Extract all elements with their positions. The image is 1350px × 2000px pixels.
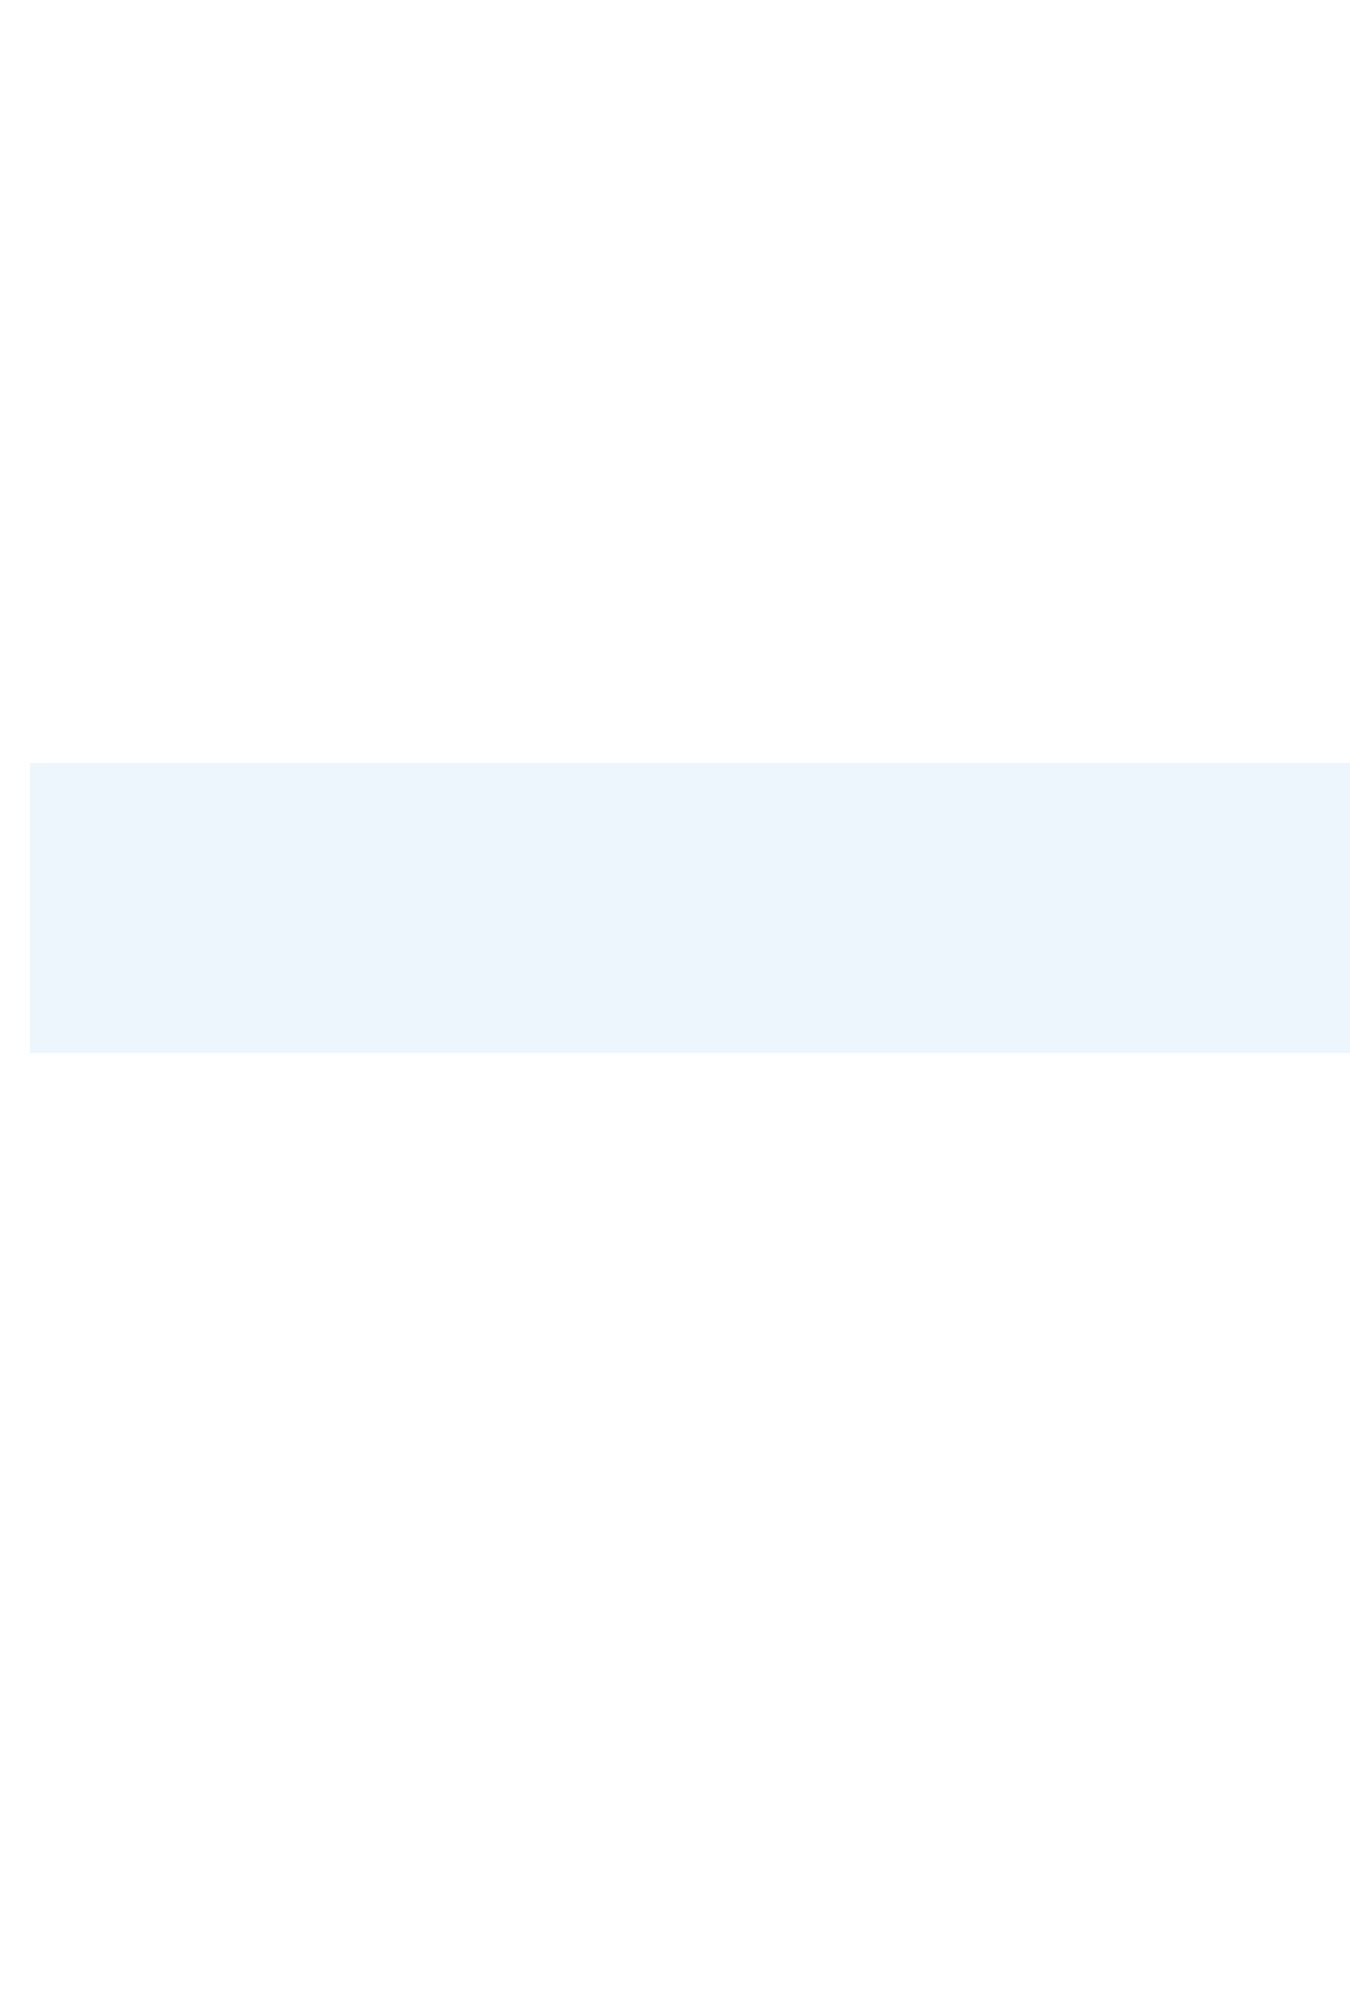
quoted-posts-box [30, 763, 1350, 1053]
